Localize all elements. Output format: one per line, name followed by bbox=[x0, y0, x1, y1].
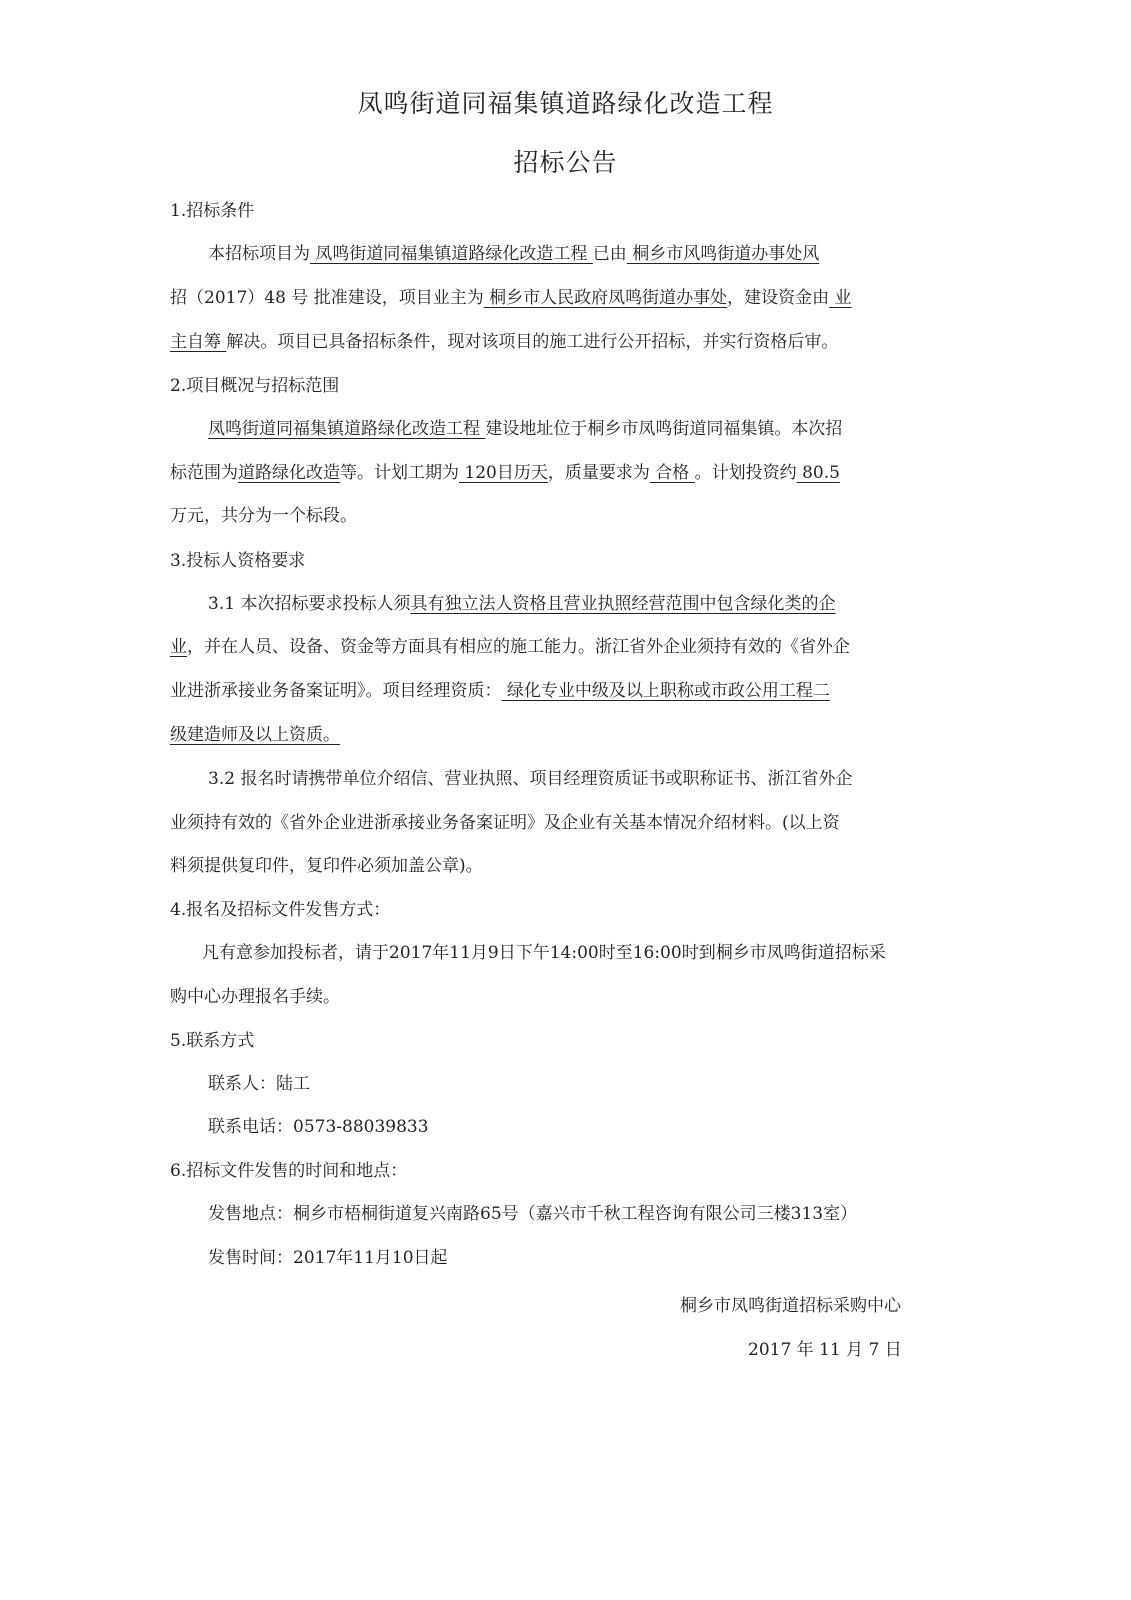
quality: 合格 bbox=[649, 463, 695, 483]
section-4-line-1: 凡有意参加投标者，请于2017年11月9日下午14:00时至16:00时到桐乡市凤鸣街道招标采 bbox=[202, 943, 886, 963]
section-3-2-line-2: 业须持有效的《省外企业进浙承接业务备案证明》及企业有关基本情况介绍材料。(以上资 bbox=[170, 813, 840, 833]
section-4-heading: 4.报名及招标文件发售方式： bbox=[170, 900, 391, 920]
section-1-heading: 1.招标条件 bbox=[170, 201, 255, 221]
text: 3.1 本次招标要求投标人须 bbox=[208, 594, 411, 614]
bid-scope: 道路绿化改造 bbox=[238, 463, 340, 483]
issuer-org: 桐乡市凤鸣街道招标采购中心 bbox=[680, 1296, 901, 1316]
sale-place: 发售地点：桐乡市梧桐街道复兴南路65号（嘉兴市千秋工程咨询有限公司三楼313室） bbox=[208, 1204, 858, 1224]
text: ，并在人员、设备、资金等方面具有相应的施工能力。浙江省外企业须持有效的《省外企 bbox=[187, 637, 850, 657]
project-name: 凤鸣街道同福集镇道路绿化改造工程 bbox=[208, 419, 486, 439]
section-3-1-line-2 bbox=[170, 636, 960, 658]
text: 标范围为 bbox=[170, 463, 238, 483]
duration: 120日历天 bbox=[459, 463, 548, 483]
text: 招（2017）48 号 bbox=[170, 288, 309, 308]
section-1-line-2 bbox=[170, 287, 960, 309]
section-3-1-line-4 bbox=[170, 724, 960, 746]
text: 。计划投资约 bbox=[694, 463, 797, 483]
section-6-heading: 6.招标文件发售的时间和地点： bbox=[170, 1161, 408, 1181]
section-2-line-1 bbox=[208, 418, 960, 440]
text: 解决。项目已具备招标条件，现对该项目的施工进行公开招标，并实行资格后审。 bbox=[226, 332, 839, 352]
investment: 80.5 bbox=[796, 463, 840, 483]
section-2-line-3: 万元，共分为一个标段。 bbox=[170, 506, 357, 526]
issue-date: 2017 年 11 月 7 日 bbox=[748, 1340, 902, 1360]
section-2-heading: 2.项目概况与招标范围 bbox=[170, 376, 340, 396]
qualification-cont: 业 bbox=[170, 637, 187, 657]
section-1-line-3 bbox=[170, 331, 960, 353]
section-1-line-1 bbox=[208, 243, 960, 265]
document-subtitle: 招标公告 bbox=[513, 148, 618, 177]
section-3-2-line-3: 料须提供复印件，复印件必须加盖公章)。 bbox=[170, 856, 483, 876]
text: 建设地址位于桐乡市凤鸣街道同福集镇。本次招 bbox=[485, 419, 843, 439]
text: 已由 bbox=[592, 244, 627, 264]
section-3-1-line-3 bbox=[170, 680, 960, 702]
section-2-line-2 bbox=[170, 462, 960, 484]
text: 本招标项目为 bbox=[208, 244, 310, 264]
section-3-1-line-1 bbox=[208, 593, 960, 615]
project-owner: 桐乡市人民政府凤鸣街道办事处 bbox=[483, 288, 728, 308]
text: 业进浙承接业务备案证明》。项目经理资质： bbox=[170, 681, 502, 701]
section-3-2-line-1: 3.2 报名时请携带单位介绍信、营业执照、项目经理资质证书或职称证书、浙江省外企 bbox=[208, 769, 853, 789]
text: ，建设资金由 bbox=[727, 288, 830, 308]
sale-time: 发售时间：2017年11月10日起 bbox=[208, 1248, 448, 1268]
text: 批准建设，项目业主为 bbox=[308, 288, 484, 308]
contact-phone: 联系电话：0573-88039833 bbox=[208, 1117, 429, 1137]
section-3-heading: 3.投标人资格要求 bbox=[170, 551, 306, 571]
section-4-line-2: 购中心办理报名手续。 bbox=[170, 987, 340, 1007]
text: ，质量要求为 bbox=[547, 463, 650, 483]
qualification: 具有独立法人资格且营业执照经营范围中包含绿化类的企 bbox=[410, 594, 836, 614]
contact-person: 联系人：陆工 bbox=[208, 1074, 310, 1094]
funding-source-cont: 主自筹 bbox=[170, 332, 227, 352]
text: 等。计划工期为 bbox=[340, 463, 459, 483]
project-name: 凤鸣街道同福集镇道路绿化改造工程 bbox=[310, 244, 593, 264]
manager-qualification: 绿化专业中级及以上职称或市政公用工程二 bbox=[501, 681, 830, 701]
manager-qualification-cont: 级建造师及以上资质。 bbox=[170, 725, 340, 745]
approver: 桐乡市风鸣街道办事处风 bbox=[626, 244, 820, 264]
funding-source: 业 bbox=[829, 288, 852, 308]
section-5-heading: 5.联系方式 bbox=[170, 1031, 255, 1051]
document-title: 凤鸣街道同福集镇道路绿化改造工程 bbox=[357, 89, 774, 118]
